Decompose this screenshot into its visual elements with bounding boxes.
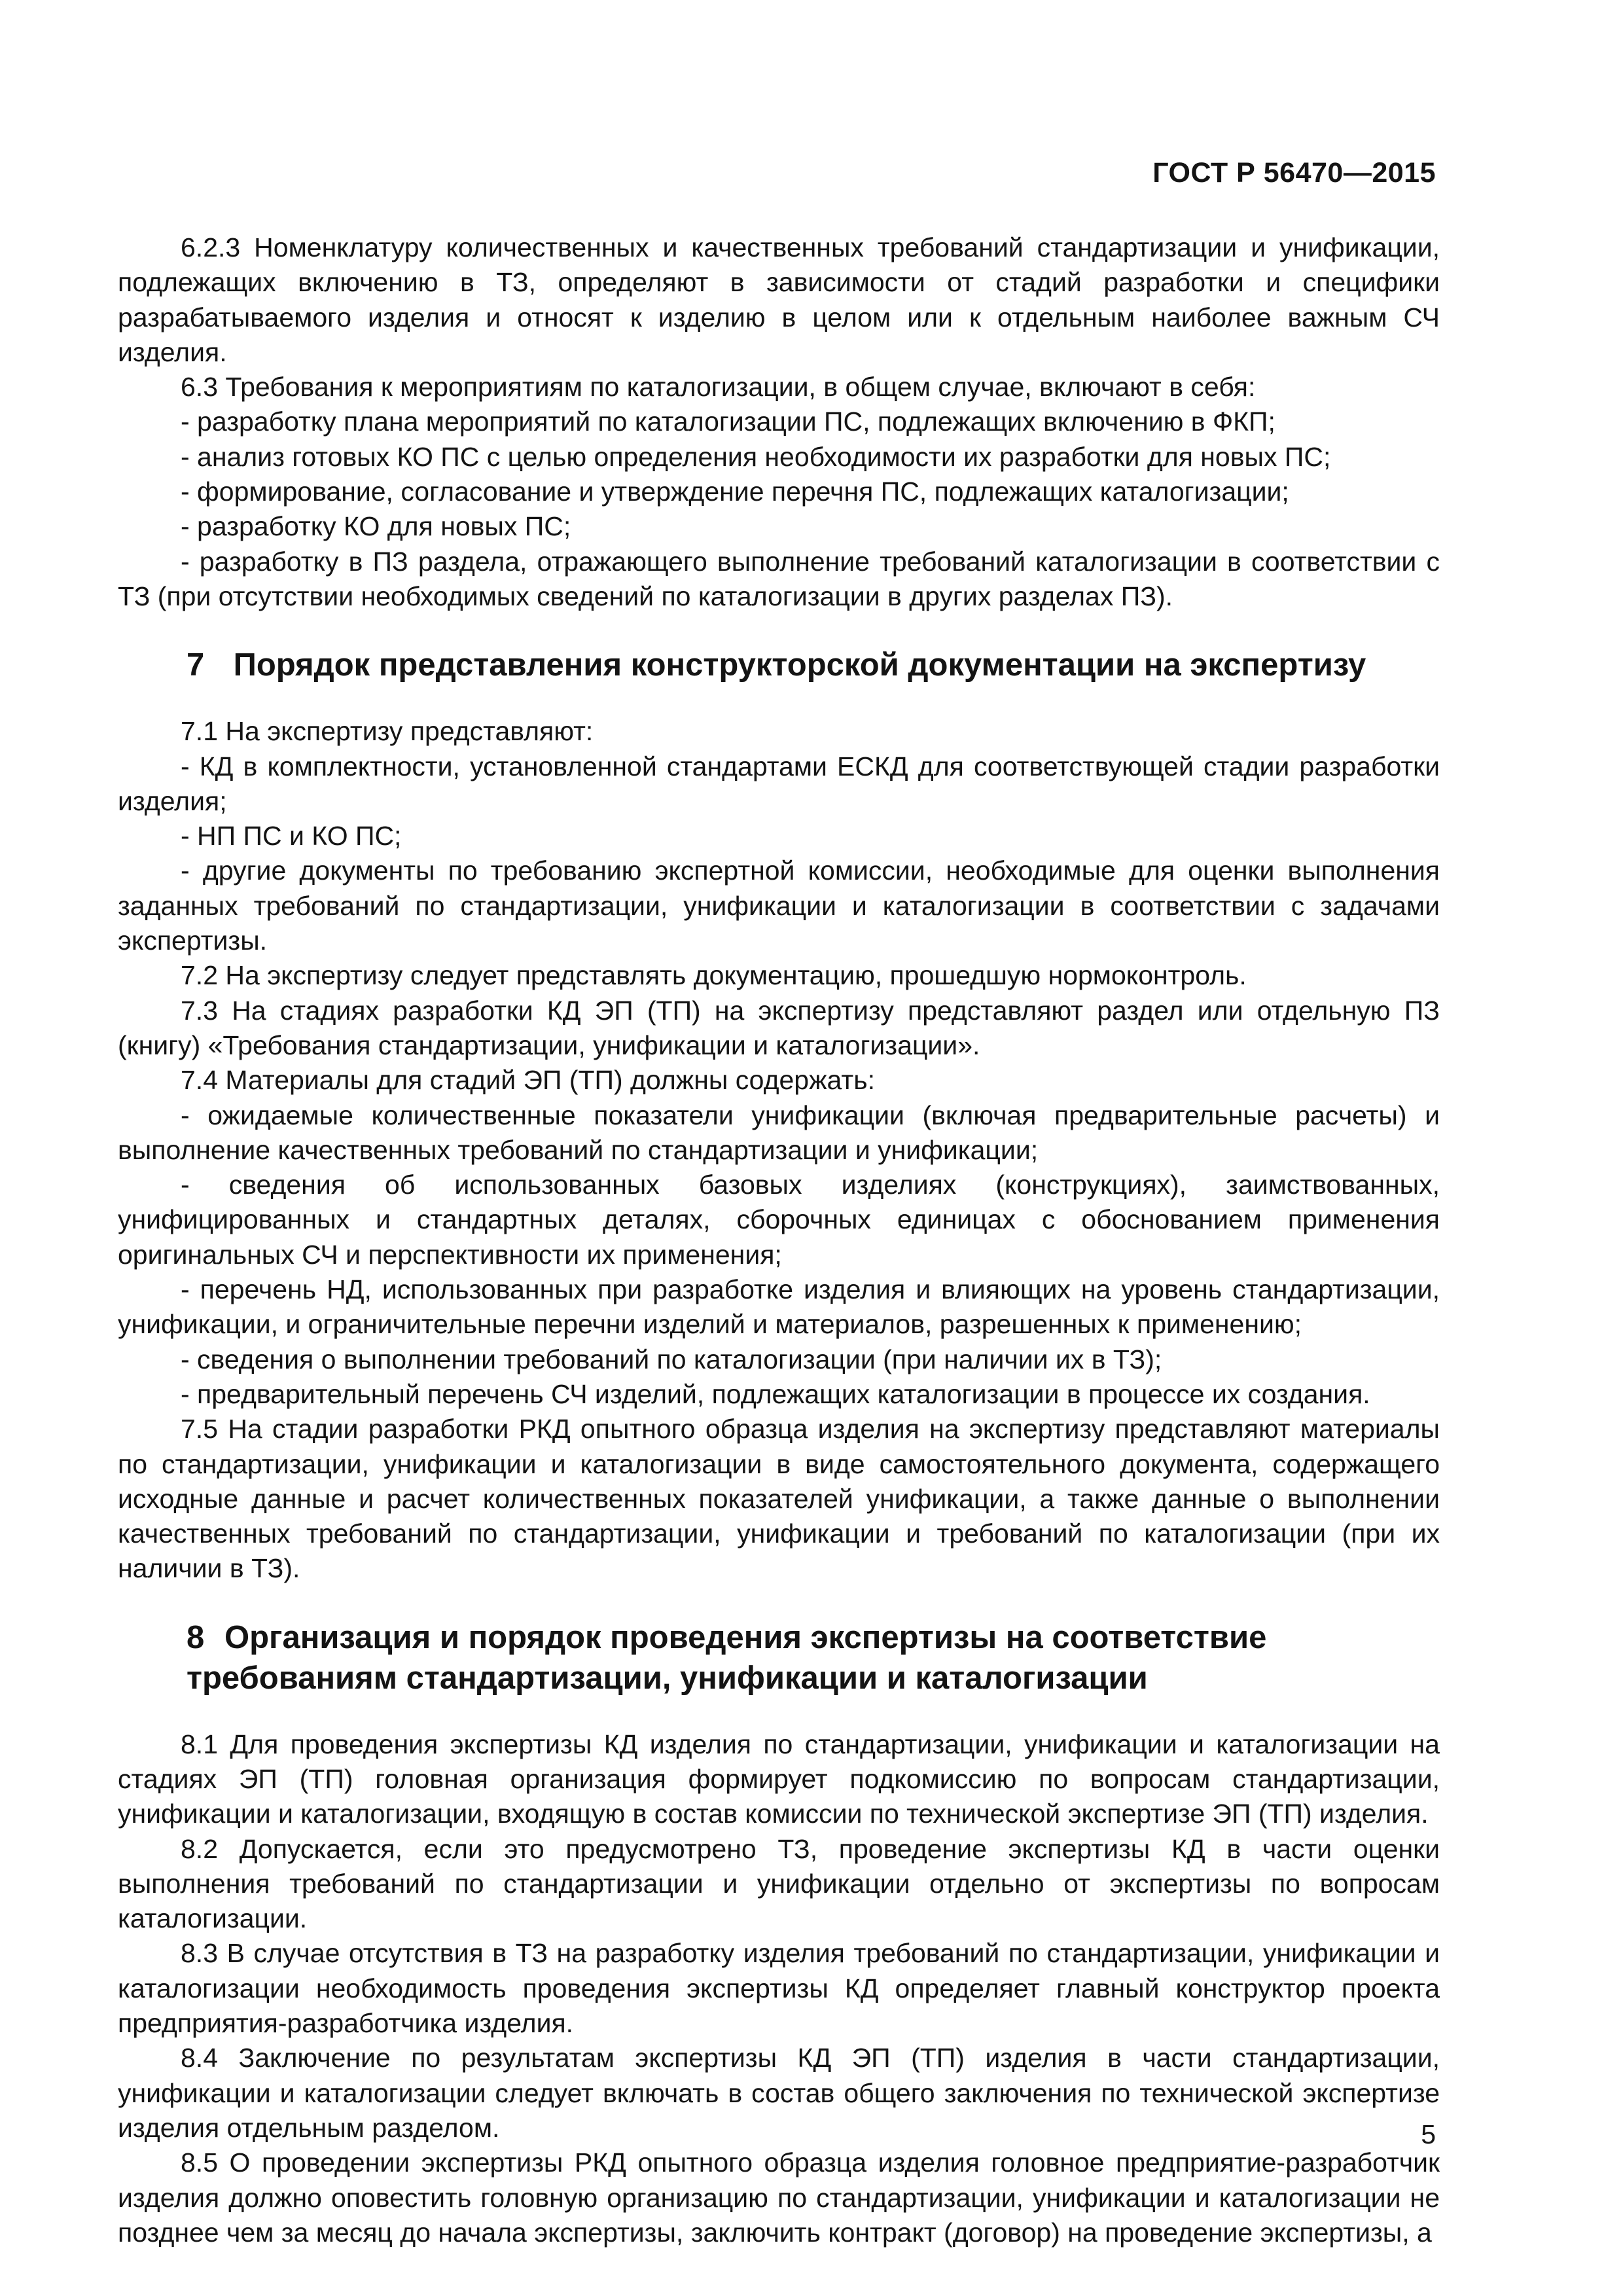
- paragraph-7-3: 7.3 На стадиях разработки КД ЭП (ТП) на экспертизу представляют раздел или отдельную ПЗ (книгу) «Требования стандартизации, унификации и каталогизации».: [118, 995, 1440, 1060]
- paragraph-6-3: 6.3 Требования к мероприятиям по каталогизации, в общем случае, включают в себя:: [181, 372, 1256, 403]
- page-number: 5: [1421, 2119, 1436, 2149]
- list-item: - формирование, согласование и утверждение перечня ПС, подлежащих каталогизации;: [181, 476, 1289, 507]
- paragraph-8-4: 8.4 Заключение по результатам экспертизы КД ЭП (ТП) изделия в части стандартизации, унификации и каталогизации следует включать в состав общего заключения по технической экспертизе изделия отдельным разделом.: [118, 2043, 1440, 2143]
- paragraph-8-3: 8.3 В случае отсутствия в ТЗ на разработку изделия требований по стандартизации, унификации и каталогизации необходимость проведения экспертизы КД определяет главный конструктор проекта предприятия-разработчика изделия.: [118, 1938, 1440, 2039]
- section-8-title-line-1: Организация и порядок проведения экспертизы на соответствие: [224, 1619, 1267, 1655]
- list-item: - КД в комплектности, установленной стандартами ЕСКД для соответствующей стадии разработки изделия;: [118, 751, 1440, 816]
- section-7-heading: [118, 645, 1440, 685]
- list-item: - ожидаемые количественные показатели унификации (включая предварительные расчеты) и выполнение качественных требований по стандартизации и унификации;: [118, 1100, 1440, 1165]
- paragraph-7-1: 7.1 На экспертизу представляют:: [181, 716, 594, 747]
- section-8-number: 8: [187, 1619, 205, 1655]
- paragraph-8-2: 8.2 Допускается, если это предусмотрено ТЗ, проведение экспертизы КД в части оценки выполнения требований по стандартизации и унификации отдельно от экспертизы по вопросам каталогизации.: [118, 1833, 1440, 1934]
- list-item: - перечень НД, использованных при разработке изделия и влияющих на уровень стандартизации, унификации, и ограничительные перечни изделий и материалов, разрешенных к применению;: [118, 1274, 1440, 1340]
- paragraph-7-4: 7.4 Материалы для стадий ЭП (ТП) должны содержать:: [181, 1065, 875, 1096]
- list-item: - разработку в ПЗ раздела, отражающего выполнение требований каталогизации в соответствии с ТЗ (при отсутствии необходимых сведений по каталогизации в других разделах ПЗ).: [118, 546, 1440, 611]
- section-8-heading: [118, 1617, 1440, 1698]
- standard-designation: ГОСТ Р 56470—2015: [1152, 157, 1436, 188]
- list-item: - предварительный перечень СЧ изделий, подлежащих каталогизации в процессе их создания.: [181, 1378, 1370, 1409]
- list-item: - НП ПС и КО ПС;: [181, 821, 402, 852]
- paragraph-6-2-3: 6.2.3 Номенклатуру количественных и качественных требований стандартизации и унификации, подлежащих включению в ТЗ, определяют в зависимости от стадий разработки и специфики разрабатываемого изделия и относят к изделию в целом или к отдельным наиболее важным СЧ изделия.: [118, 232, 1440, 367]
- page-content: [118, 230, 1440, 2250]
- list-item: - разработку КО для новых ПС;: [181, 511, 571, 542]
- paragraph-7-5: 7.5 На стадии разработки РКД опытного образца изделия на экспертизу представляют материалы по стандартизации, унификации и каталогизации в виде самостоятельного документа, содержащего исходные данные и расчет количественных показателей унификации, а также данные о выполнении качественных требований по стандартизации, унификации и требований по каталогизации (при их наличии в ТЗ).: [118, 1414, 1440, 1584]
- list-item: - другие документы по требованию экспертной комиссии, необходимые для оценки выполнения заданных требований по стандартизации, унификации и каталогизации в соответствии с задачами экспертизы.: [118, 855, 1440, 956]
- list-item: - сведения о выполнении требований по каталогизации (при наличии их в ТЗ);: [181, 1344, 1162, 1374]
- section-8-title-line-2: требованиям стандартизации, унификации и каталогизации: [187, 1660, 1148, 1696]
- paragraph-8-5: 8.5 О проведении экспертизы РКД опытного образца изделия головное предприятие-разработчик изделия должно оповестить головную организацию по стандартизации, унификации и каталогизации не позднее чем за месяц до начала экспертизы, заключить контракт (договор) на проведение экспертизы, а: [118, 2147, 1440, 2248]
- list-item: - разработку плана мероприятий по каталогизации ПС, подлежащих включению в ФКП;: [181, 406, 1275, 437]
- list-item: - сведения об использованных базовых изделиях (конструкциях), заимствованных, унифицированных и стандартных деталях, сборочных единицах с обоснованием применения оригинальных СЧ и перспективности их применения;: [118, 1170, 1440, 1270]
- list-item: - анализ готовых КО ПС с целью определения необходимости их разработки для новых ПС;: [181, 441, 1331, 472]
- section-7-number: 7: [187, 647, 205, 683]
- paragraph-8-1: 8.1 Для проведения экспертизы КД изделия по стандартизации, унификации и каталогизации на стадиях ЭП (ТП) головная организация формирует подкомиссию по вопросам стандартизации, унификации и каталогизации, входящую в состав комиссии по технической экспертизе ЭП (ТП) изделия.: [118, 1729, 1440, 1829]
- paragraph-7-2: 7.2 На экспертизу следует представлять документацию, прошедшую нормоконтроль.: [181, 960, 1247, 991]
- section-7-title: Порядок представления конструкторской документации на экспертизу: [233, 647, 1366, 683]
